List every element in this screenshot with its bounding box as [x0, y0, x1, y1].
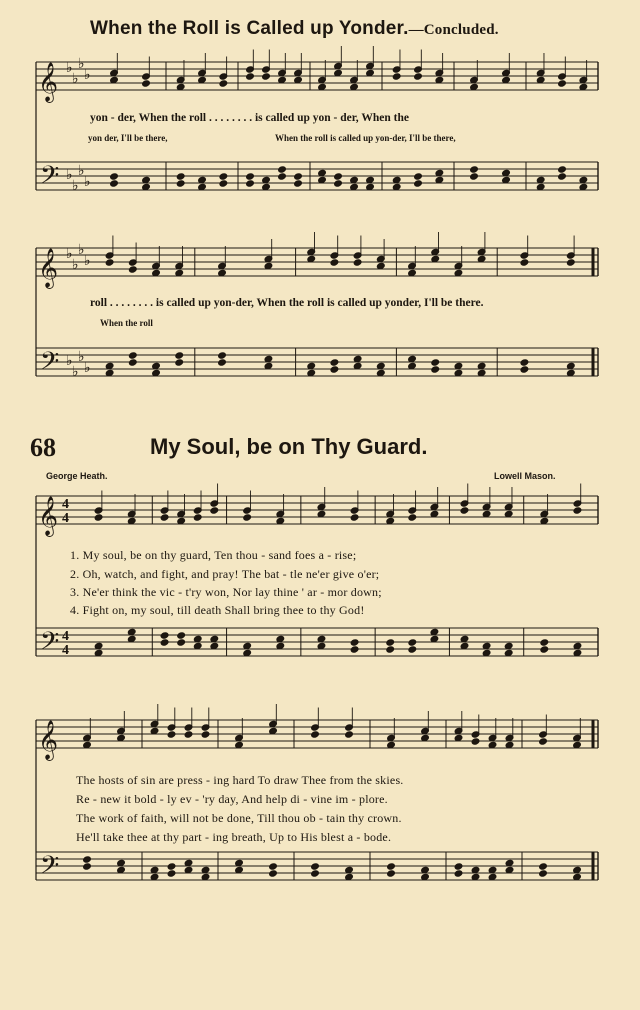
- note-head: [294, 173, 303, 180]
- note-head: [167, 731, 176, 738]
- verse-line: 2. Oh, watch, and fight, and pray! The bat - tle ne'er give o'er;: [70, 567, 380, 581]
- note-head: [175, 352, 184, 359]
- note-head: [176, 173, 185, 180]
- treble-clef: 𝄞: [38, 62, 59, 102]
- verse-line: 3. Ne'er think the vic - t'ry won, Nor lay thine ' ar - mor down;: [70, 585, 382, 599]
- flat-sign: ♭: [84, 360, 91, 376]
- note-head: [160, 632, 169, 639]
- flat-sign: ♭: [66, 353, 73, 369]
- verse-line: Re - new it bold - ly ev - 'ry day, And help di - vine im - plore.: [76, 792, 388, 806]
- note-head: [193, 514, 202, 521]
- note-head: [167, 870, 176, 877]
- flat-sign: ♭: [66, 246, 73, 262]
- note-head: [311, 731, 320, 738]
- flat-sign: ♭: [72, 178, 79, 194]
- note-head: [350, 639, 359, 646]
- verse-line: 1. My soul, be on thy guard, Ten thou - sand foes a - rise;: [70, 548, 357, 562]
- title-suffix: —Concluded.: [408, 22, 499, 38]
- note-head: [210, 507, 219, 514]
- flat-sign: ♭: [72, 364, 79, 380]
- note-head: [184, 731, 193, 738]
- note-head: [311, 863, 320, 870]
- note-head: [392, 73, 401, 80]
- note-head: [414, 180, 423, 187]
- note-head: [175, 359, 184, 366]
- flat-sign: ♭: [78, 163, 85, 179]
- note-head: [330, 259, 339, 266]
- bass-clef: 𝄢: [40, 851, 60, 886]
- note-head: [110, 180, 119, 187]
- note-head: [278, 173, 287, 180]
- note-head: [345, 731, 354, 738]
- flat-sign: ♭: [78, 242, 85, 258]
- note-head: [471, 738, 480, 745]
- note-head: [350, 646, 359, 653]
- note-head: [218, 352, 227, 359]
- note-head: [540, 646, 549, 653]
- note-head: [573, 507, 582, 514]
- note-head: [129, 352, 138, 359]
- note-head: [177, 632, 186, 639]
- note-head: [539, 738, 548, 745]
- note-head: [350, 514, 359, 521]
- note-head: [129, 359, 138, 366]
- flat-sign: ♭: [84, 174, 91, 190]
- note-head: [540, 639, 549, 646]
- note-head: [408, 514, 417, 521]
- note-head: [558, 80, 567, 87]
- note-head: [219, 173, 228, 180]
- note-head: [246, 180, 255, 187]
- composer-credit: Lowell Mason.: [494, 471, 556, 481]
- note-head: [167, 863, 176, 870]
- verse-line: The work of faith, will not be done, Till thou ob - tain thy crown.: [76, 811, 402, 825]
- note-head: [431, 359, 440, 366]
- bass-clef: 𝄢: [40, 627, 60, 662]
- flat-sign: ♭: [72, 257, 79, 273]
- note-head: [160, 639, 169, 646]
- treble-clef: 𝄞: [38, 720, 59, 760]
- lyric-line-alto: When the roll is called up yon-der, I'll be there,: [275, 133, 456, 143]
- note-head: [567, 259, 576, 266]
- verse-line: 4. Fight on, my soul, till death Shall bring thee to thy God!: [70, 603, 365, 617]
- note-head: [539, 863, 548, 870]
- time-signature: 4: [62, 511, 69, 526]
- note-head: [520, 359, 529, 366]
- flat-sign: ♭: [78, 56, 85, 72]
- note-head: [454, 870, 463, 877]
- verse-line: He'll take thee at thy part - ing breath, Up to His blest a - bode.: [76, 830, 392, 844]
- note-head: [110, 173, 119, 180]
- time-signature: 4: [62, 497, 69, 512]
- note-head: [330, 359, 339, 366]
- note-head: [219, 180, 228, 187]
- note-head: [218, 359, 227, 366]
- note-head: [408, 639, 417, 646]
- note-head: [334, 180, 343, 187]
- note-head: [539, 870, 548, 877]
- note-head: [353, 259, 362, 266]
- note-head: [520, 366, 529, 373]
- note-head: [460, 507, 469, 514]
- lyric-line: yon - der, When the roll . . . . . . . . is called up yon - der, When the: [90, 112, 409, 124]
- note-head: [160, 514, 169, 521]
- flat-sign: ♭: [66, 167, 73, 183]
- time-signature: 4: [62, 643, 69, 658]
- lyric-line: roll . . . . . . . . is called up yon-der, When the roll is called up yonder, I'll be there.: [90, 297, 484, 309]
- note-head: [558, 166, 567, 173]
- note-head: [278, 166, 287, 173]
- note-head: [520, 259, 529, 266]
- note-head: [334, 173, 343, 180]
- bass-clef: 𝄢: [40, 161, 60, 196]
- note-head: [386, 639, 395, 646]
- flat-sign: ♭: [78, 349, 85, 365]
- note-head: [269, 870, 278, 877]
- treble-clef: 𝄞: [38, 248, 59, 288]
- note-head: [176, 180, 185, 187]
- lyric-line-alto: When the roll: [100, 318, 153, 328]
- flat-sign: ♭: [66, 60, 73, 76]
- note-head: [386, 646, 395, 653]
- note-head: [408, 646, 417, 653]
- note-head: [470, 166, 479, 173]
- note-head: [201, 731, 210, 738]
- note-head: [262, 73, 271, 80]
- note-head: [387, 870, 396, 877]
- flat-sign: ♭: [84, 67, 91, 83]
- note-head: [470, 173, 479, 180]
- note-head: [330, 366, 339, 373]
- note-head: [246, 73, 255, 80]
- note-head: [83, 856, 92, 863]
- time-signature: 4: [62, 629, 69, 644]
- note-head: [105, 259, 114, 266]
- note-head: [558, 173, 567, 180]
- lyric-line-alto: yon der, I'll be there,: [88, 133, 168, 143]
- treble-clef: 𝄞: [38, 496, 59, 536]
- hymn-title-roll: When the Roll is Called up Yonder.: [90, 18, 409, 39]
- hymn-number: 68: [30, 433, 56, 462]
- flat-sign: ♭: [84, 253, 91, 269]
- note-head: [94, 514, 103, 521]
- hymn-title: My Soul, be on Thy Guard.: [150, 434, 428, 459]
- note-head: [294, 180, 303, 187]
- note-head: [219, 80, 228, 87]
- note-head: [246, 173, 255, 180]
- note-head: [83, 863, 92, 870]
- bass-clef: 𝄢: [40, 347, 60, 382]
- verse-line: The hosts of sin are press - ing hard To draw Thee from the skies.: [76, 773, 404, 787]
- note-head: [177, 639, 186, 646]
- note-head: [431, 366, 440, 373]
- note-head: [129, 266, 138, 273]
- author-credit: George Heath.: [46, 471, 108, 481]
- note-head: [414, 73, 423, 80]
- flat-sign: ♭: [72, 71, 79, 87]
- note-head: [243, 514, 252, 521]
- note-head: [387, 863, 396, 870]
- note-head: [454, 863, 463, 870]
- note-head: [311, 870, 320, 877]
- note-head: [142, 80, 151, 87]
- note-head: [414, 173, 423, 180]
- note-head: [269, 863, 278, 870]
